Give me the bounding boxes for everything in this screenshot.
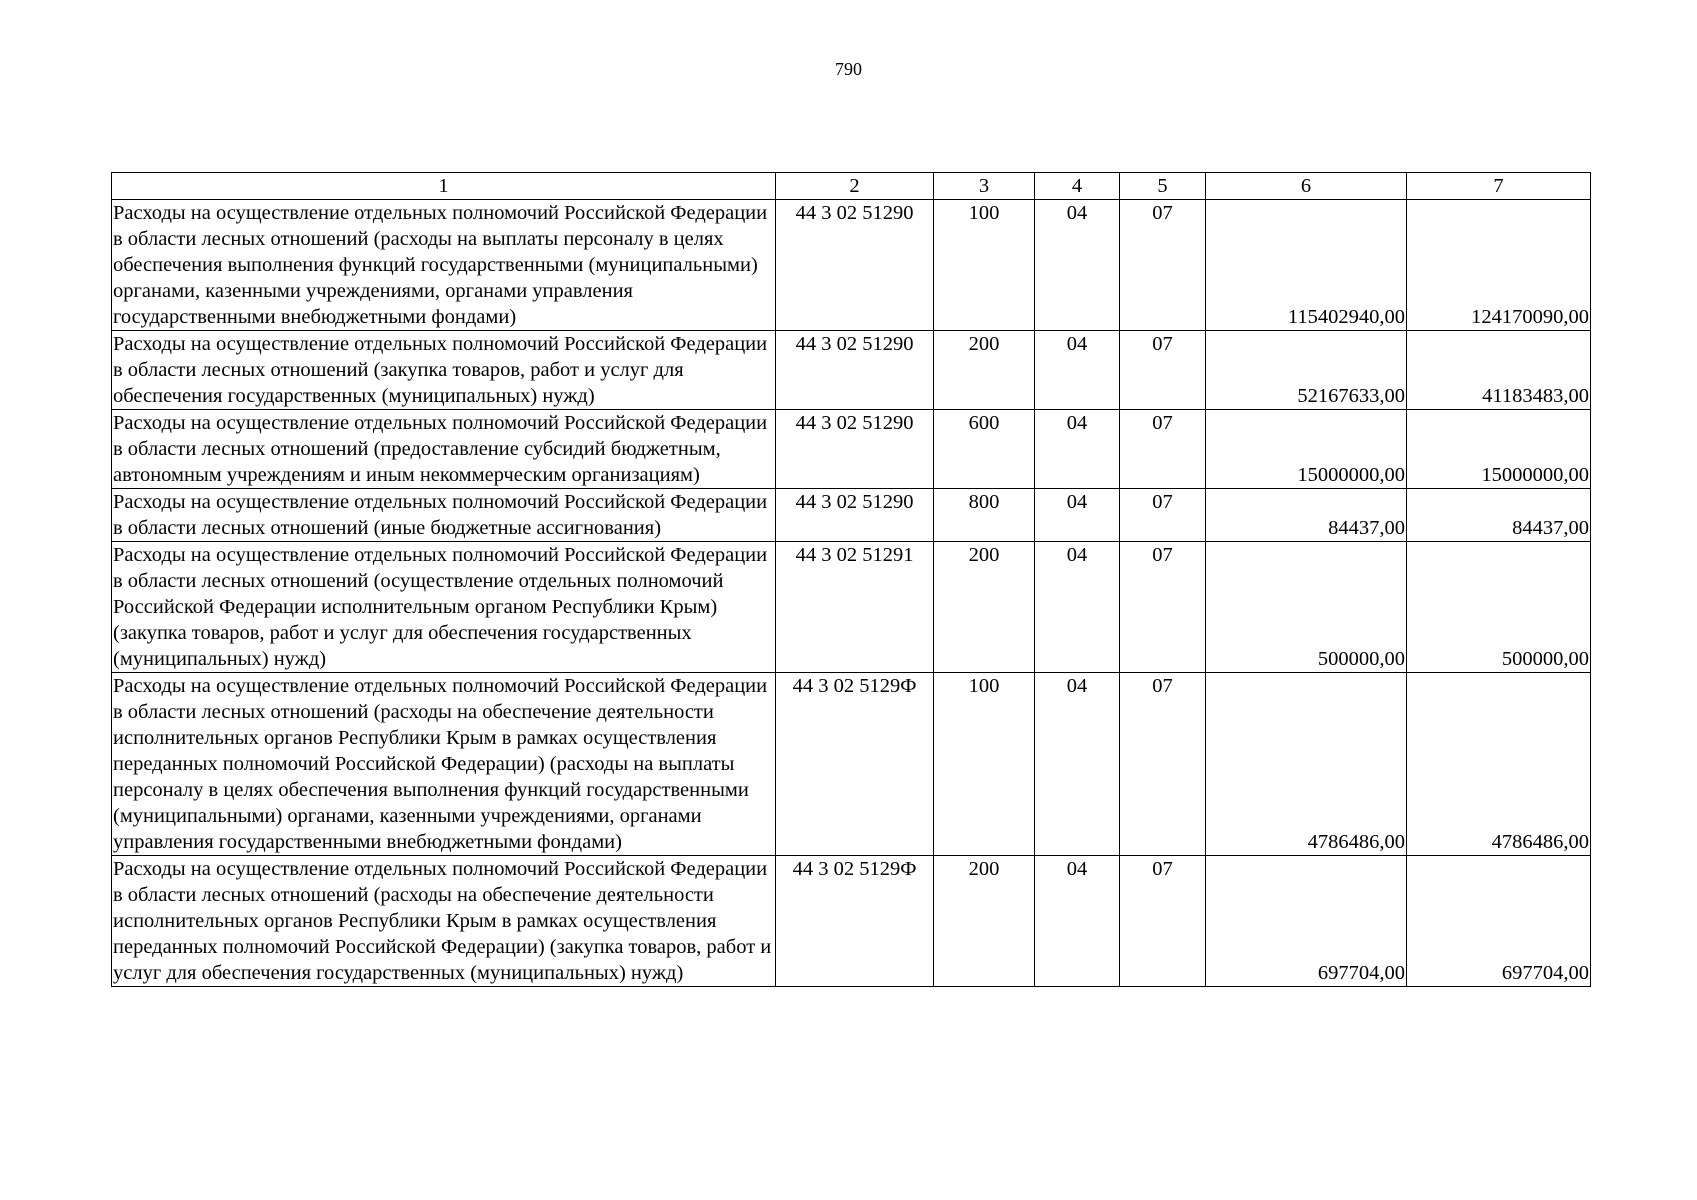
column-header: 4 [1035,173,1120,200]
row-amount-2: 41183483,00 [1407,331,1591,410]
row-expense-type: 200 [934,856,1035,987]
row-target-code: 44 3 02 51290 [776,410,934,489]
row-expense-type: 600 [934,410,1035,489]
row-section: 04 [1035,331,1120,410]
row-subsection: 07 [1120,489,1206,542]
row-amount-2: 15000000,00 [1407,410,1591,489]
row-amount-1: 500000,00 [1206,542,1407,673]
row-subsection: 07 [1120,200,1206,331]
table-row [112,856,1591,987]
row-subsection: 07 [1120,856,1206,987]
row-amount-1: 115402940,00 [1206,200,1407,331]
row-description: Расходы на осуществление отдельных полномочий Российской Федерации в области лесных отношений (иные бюджетные ассигнования) [112,489,776,542]
table-row [112,410,1591,489]
row-amount-1: 84437,00 [1206,489,1407,542]
table-row [112,489,1591,542]
row-section: 04 [1035,542,1120,673]
row-description: Расходы на осуществление отдельных полномочий Российской Федерации в области лесных отношений (расходы на обеспечение деятельности исполнительных органов Республики Крым в рамках осуществления переданных полномочий Российской Федерации) (расходы на выплаты персоналу в целях обеспечения выполнения функций государственными (муниципальными) органами, казенными учреждениями, органами управления государственными внебюджетными фондами) [112,673,776,856]
row-amount-2: 124170090,00 [1407,200,1591,331]
page-number: 790 [835,59,862,79]
row-amount-1: 697704,00 [1206,856,1407,987]
column-header: 2 [776,173,934,200]
table-row [112,542,1591,673]
row-amount-1: 4786486,00 [1206,673,1407,856]
budget-table [111,172,1591,987]
row-expense-type: 100 [934,673,1035,856]
table-row [112,331,1591,410]
row-amount-2: 500000,00 [1407,542,1591,673]
row-subsection: 07 [1120,410,1206,489]
row-section: 04 [1035,673,1120,856]
row-target-code: 44 3 02 51290 [776,489,934,542]
row-subsection: 07 [1120,331,1206,410]
row-description: Расходы на осуществление отдельных полномочий Российской Федерации в области лесных отношений (расходы на обеспечение деятельности исполнительных органов Республики Крым в рамках осуществления переданных полномочий Российской Федерации) (закупка товаров, работ и услуг для обеспечения государственных (муниципальных) нужд) [112,856,776,987]
row-section: 04 [1035,489,1120,542]
table-row [112,673,1591,856]
row-section: 04 [1035,200,1120,331]
row-subsection: 07 [1120,542,1206,673]
row-description: Расходы на осуществление отдельных полномочий Российской Федерации в области лесных отношений (расходы на выплаты персоналу в целях обеспечения выполнения функций государственными (муниципальными) органами, казенными учреждениями, органами управления государственными внебюджетными фондами) [112,200,776,331]
row-expense-type: 200 [934,542,1035,673]
row-target-code: 44 3 02 5129Ф [776,673,934,856]
row-description: Расходы на осуществление отдельных полномочий Российской Федерации в области лесных отношений (осуществление отдельных полномочий Российской Федерации исполнительным органом Республики Крым) (закупка товаров, работ и услуг для обеспечения государственных (муниципальных) нужд) [112,542,776,673]
table-header-row [112,173,1591,200]
column-header: 6 [1206,173,1407,200]
row-subsection: 07 [1120,673,1206,856]
column-header: 5 [1120,173,1206,200]
row-target-code: 44 3 02 51291 [776,542,934,673]
table-row [112,200,1591,331]
row-expense-type: 200 [934,331,1035,410]
row-amount-1: 15000000,00 [1206,410,1407,489]
row-section: 04 [1035,856,1120,987]
column-header: 3 [934,173,1035,200]
row-target-code: 44 3 02 51290 [776,331,934,410]
row-description: Расходы на осуществление отдельных полномочий Российской Федерации в области лесных отношений (предоставление субсидий бюджетным, автономным учреждениям и иным некоммерческим организациям) [112,410,776,489]
row-amount-2: 4786486,00 [1407,673,1591,856]
column-header: 7 [1407,173,1591,200]
row-amount-2: 84437,00 [1407,489,1591,542]
row-amount-2: 697704,00 [1407,856,1591,987]
row-amount-1: 52167633,00 [1206,331,1407,410]
row-description: Расходы на осуществление отдельных полномочий Российской Федерации в области лесных отношений (закупка товаров, работ и услуг для обеспечения государственных (муниципальных) нужд) [112,331,776,410]
row-section: 04 [1035,410,1120,489]
row-target-code: 44 3 02 5129Ф [776,856,934,987]
row-target-code: 44 3 02 51290 [776,200,934,331]
row-expense-type: 100 [934,200,1035,331]
column-header: 1 [112,173,776,200]
row-expense-type: 800 [934,489,1035,542]
